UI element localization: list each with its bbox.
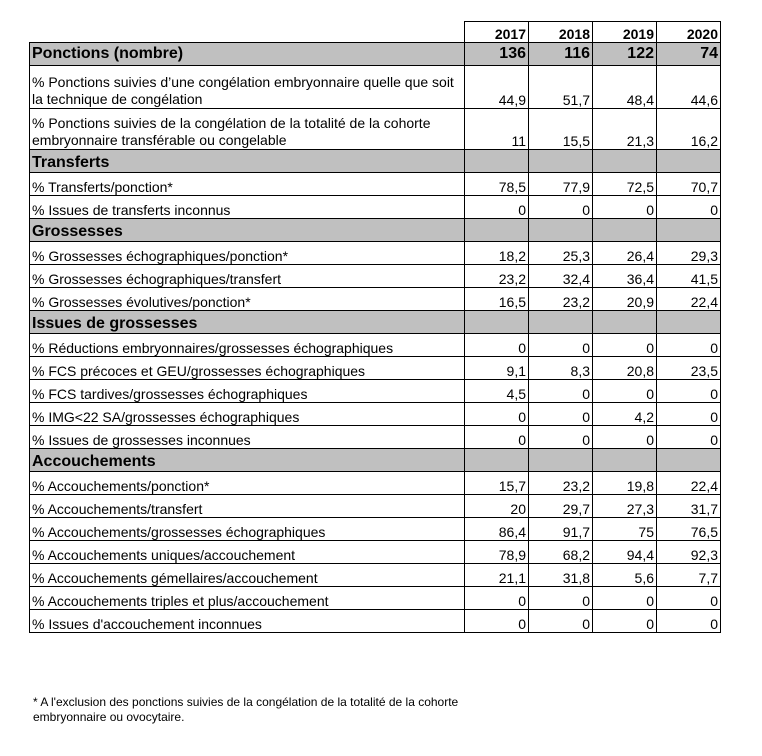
row-label: % Ponctions suivies d’une congélation embryonnaire quelle que soit la technique de congélation	[30, 66, 465, 109]
row-value: 22,4	[657, 472, 721, 495]
year-header-cell: 2020	[657, 22, 721, 43]
section-empty-cell	[657, 311, 721, 334]
year-header-cell: 2019	[593, 22, 657, 43]
section-empty-cell	[465, 311, 529, 334]
data-row	[30, 242, 721, 265]
row-value: 0	[593, 334, 657, 357]
section-empty-cell	[529, 449, 593, 472]
row-value: 5,6	[593, 564, 657, 587]
row-value: 0	[593, 426, 657, 449]
data-row	[30, 541, 721, 564]
row-value: 4,5	[465, 380, 529, 403]
section-empty-cell	[593, 219, 657, 242]
data-row	[30, 564, 721, 587]
row-value: 11	[465, 109, 529, 150]
section-empty-cell	[465, 150, 529, 173]
row-value: 23,2	[529, 472, 593, 495]
data-row	[30, 196, 721, 219]
row-value: 0	[657, 587, 721, 610]
row-value: 0	[529, 403, 593, 426]
row-label: % FCS précoces et GEU/grossesses échographiques	[30, 357, 465, 380]
congelation-row	[30, 109, 721, 150]
row-label: % Accouchements uniques/accouchement	[30, 541, 465, 564]
row-value: 32,4	[529, 265, 593, 288]
year-header-row	[30, 22, 721, 43]
data-row	[30, 495, 721, 518]
data-row	[30, 265, 721, 288]
row-value: 44,6	[657, 66, 721, 109]
row-value: 7,7	[657, 564, 721, 587]
row-value: 44,9	[465, 66, 529, 109]
section-empty-cell	[593, 150, 657, 173]
row-value: 86,4	[465, 518, 529, 541]
row-value: 26,4	[593, 242, 657, 265]
row-value: 0	[593, 610, 657, 633]
row-value: 94,4	[593, 541, 657, 564]
row-value: 0	[657, 426, 721, 449]
row-value: 78,5	[465, 173, 529, 196]
row-label: % Accouchements triples et plus/accouchement	[30, 587, 465, 610]
section-empty-cell	[529, 219, 593, 242]
row-value: 0	[657, 403, 721, 426]
year-header-cell: 2018	[529, 22, 593, 43]
row-value: 15,5	[529, 109, 593, 150]
row-label: % Issues de transferts inconnus	[30, 196, 465, 219]
row-label: % Issues de grossesses inconnues	[30, 426, 465, 449]
section-empty-cell	[465, 219, 529, 242]
row-value: 0	[529, 426, 593, 449]
footnote: * A l'exclusion des ponctions suivies de la congélation de la totalité de la cohorte embryonnaire ou ovocytaire.	[33, 695, 459, 724]
row-label: % Accouchements/transfert	[30, 495, 465, 518]
data-row	[30, 403, 721, 426]
statistics-table	[29, 21, 721, 633]
section-title: Issues de grossesses	[30, 311, 465, 334]
data-row	[30, 173, 721, 196]
section-title: Grossesses	[30, 219, 465, 242]
row-value: 16,5	[465, 288, 529, 311]
row-label: % Réductions embryonnaires/grossesses échographiques	[30, 334, 465, 357]
section-header-row	[30, 219, 721, 242]
row-value: 75	[593, 518, 657, 541]
row-value: 31,7	[657, 495, 721, 518]
ponctions-value: 122	[593, 43, 657, 66]
section-empty-cell	[657, 150, 721, 173]
ponctions-value: 136	[465, 43, 529, 66]
row-value: 19,8	[593, 472, 657, 495]
row-value: 23,2	[529, 288, 593, 311]
row-value: 20	[465, 495, 529, 518]
section-title: Transferts	[30, 150, 465, 173]
row-value: 9,1	[465, 357, 529, 380]
data-row	[30, 380, 721, 403]
row-value: 0	[657, 610, 721, 633]
data-row	[30, 610, 721, 633]
row-value: 76,5	[657, 518, 721, 541]
section-empty-cell	[657, 449, 721, 472]
section-empty-cell	[593, 449, 657, 472]
row-value: 78,9	[465, 541, 529, 564]
row-label: % FCS tardives/grossesses échographiques	[30, 380, 465, 403]
row-value: 0	[465, 334, 529, 357]
row-value: 0	[465, 426, 529, 449]
year-header-cell: 2017	[465, 22, 529, 43]
row-value: 29,3	[657, 242, 721, 265]
section-header-row	[30, 449, 721, 472]
section-header-row	[30, 311, 721, 334]
row-value: 8,3	[529, 357, 593, 380]
row-value: 20,9	[593, 288, 657, 311]
section-header-row	[30, 150, 721, 173]
row-value: 92,3	[657, 541, 721, 564]
row-label: % Ponctions suivies de la congélation de la totalité de la cohorte embryonnaire transférable ou congelable	[30, 109, 465, 150]
row-value: 91,7	[529, 518, 593, 541]
row-value: 36,4	[593, 265, 657, 288]
row-value: 0	[529, 334, 593, 357]
congelation-row	[30, 66, 721, 109]
data-row	[30, 472, 721, 495]
section-empty-cell	[465, 449, 529, 472]
data-row	[30, 587, 721, 610]
row-label: % Accouchements/ponction*	[30, 472, 465, 495]
row-value: 31,8	[529, 564, 593, 587]
row-value: 0	[657, 380, 721, 403]
data-row	[30, 357, 721, 380]
data-row	[30, 288, 721, 311]
section-empty-cell	[529, 150, 593, 173]
row-value: 21,1	[465, 564, 529, 587]
row-value: 48,4	[593, 66, 657, 109]
row-value: 68,2	[529, 541, 593, 564]
row-value: 0	[529, 610, 593, 633]
row-label: % Grossesses échographiques/ponction*	[30, 242, 465, 265]
section-title: Accouchements	[30, 449, 465, 472]
row-value: 0	[657, 334, 721, 357]
row-label: % Grossesses échographiques/transfert	[30, 265, 465, 288]
row-value: 22,4	[657, 288, 721, 311]
row-label: % IMG<22 SA/grossesses échographiques	[30, 403, 465, 426]
row-value: 0	[465, 196, 529, 219]
section-empty-cell	[529, 311, 593, 334]
ponctions-value: 116	[529, 43, 593, 66]
row-value: 0	[529, 380, 593, 403]
row-value: 0	[593, 587, 657, 610]
row-label: % Accouchements/grossesses échographiques	[30, 518, 465, 541]
row-value: 18,2	[465, 242, 529, 265]
row-value: 0	[529, 587, 593, 610]
row-value: 0	[465, 403, 529, 426]
row-value: 0	[657, 196, 721, 219]
ponctions-value: 74	[657, 43, 721, 66]
ponctions-label: Ponctions (nombre)	[30, 43, 465, 66]
statistics-table-body	[30, 22, 721, 633]
row-value: 25,3	[529, 242, 593, 265]
row-value: 0	[465, 587, 529, 610]
row-value: 27,3	[593, 495, 657, 518]
row-value: 15,7	[465, 472, 529, 495]
row-label: % Transferts/ponction*	[30, 173, 465, 196]
row-value: 23,2	[465, 265, 529, 288]
row-label: % Grossesses évolutives/ponction*	[30, 288, 465, 311]
data-row	[30, 334, 721, 357]
row-value: 20,8	[593, 357, 657, 380]
header-blank-cell	[30, 22, 465, 43]
row-value: 72,5	[593, 173, 657, 196]
row-value: 23,5	[657, 357, 721, 380]
section-empty-cell	[657, 219, 721, 242]
row-value: 0	[465, 610, 529, 633]
row-value: 29,7	[529, 495, 593, 518]
row-value: 4,2	[593, 403, 657, 426]
data-row	[30, 426, 721, 449]
row-value: 77,9	[529, 173, 593, 196]
row-value: 0	[529, 196, 593, 219]
row-value: 70,7	[657, 173, 721, 196]
row-label: % Accouchements gémellaires/accouchement	[30, 564, 465, 587]
section-empty-cell	[593, 311, 657, 334]
row-value: 16,2	[657, 109, 721, 150]
row-value: 41,5	[657, 265, 721, 288]
ponctions-row	[30, 43, 721, 66]
data-row	[30, 518, 721, 541]
row-value: 0	[593, 380, 657, 403]
row-value: 21,3	[593, 109, 657, 150]
row-label: % Issues d'accouchement inconnues	[30, 610, 465, 633]
row-value: 51,7	[529, 66, 593, 109]
row-value: 0	[593, 196, 657, 219]
